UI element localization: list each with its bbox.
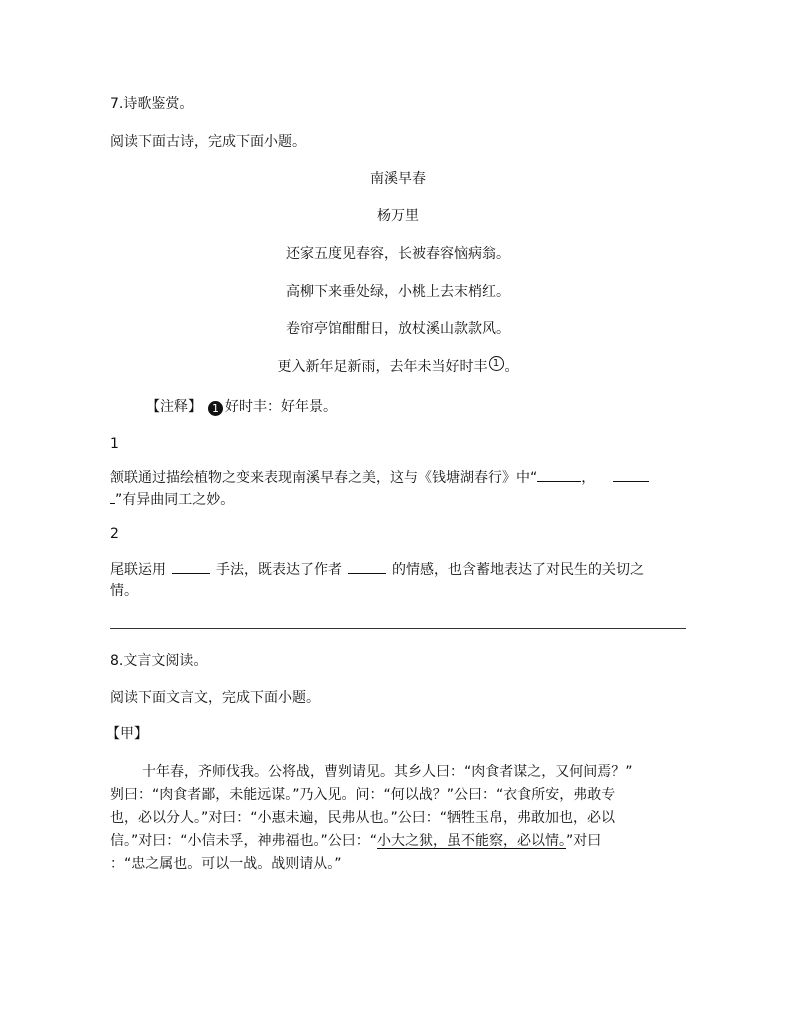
q7-heading: 7.诗歌鉴赏。 — [110, 96, 194, 112]
poem-line-3: 卷帘亭馆酣酣日，放杖溪山款款风。 — [286, 321, 510, 337]
q7-instruction: 阅读下面古诗，完成下面小题。 — [110, 134, 306, 150]
sub1-blank-2a[interactable] — [613, 466, 649, 482]
sub1-question — [110, 466, 686, 489]
section-label-jia: 【甲】 — [106, 726, 148, 742]
poem-title: 南溪早春 — [370, 171, 426, 187]
poem-line-1: 还家五度见春容，长被春容恼病翁。 — [286, 246, 510, 262]
passage-line-1: 十年春，齐师伐我。公将战，曹刿请见。其乡人曰：“肉食者谋之，又何间焉？” — [142, 764, 633, 780]
underlined-sentence: 小大之狱，虽不能察，必以情。 — [377, 833, 567, 849]
sub1-text-a: 颔联通过描绘植物之变来表现南溪早春之美，这与《钱塘湖春行》中“ — [110, 470, 538, 486]
poem-note — [146, 396, 686, 418]
sub2-number: 2 — [110, 526, 119, 542]
poem-line-2: 高柳下来垂处绿，小桃上去末梢红。 — [286, 284, 510, 300]
q8-heading: 8.文言文阅读。 — [110, 653, 208, 669]
sub2-text-c: 的情感，也含蓄地表达了对民生的关切之 — [392, 562, 644, 578]
poem-author: 杨万里 — [377, 208, 419, 224]
sub2-question — [110, 558, 686, 581]
sub2-blank-2[interactable] — [348, 558, 386, 574]
note-label: 【注释】 — [146, 399, 202, 415]
sub2-text-b: 手法，既表达了作者 — [216, 562, 342, 578]
sub1-blank-1[interactable] — [537, 466, 581, 482]
passage-line-4 — [110, 830, 686, 852]
note-marker: 1 — [489, 356, 504, 371]
poem-line-4-text: 更入新年足新雨，去年未当好时丰 — [277, 359, 488, 375]
note-text: 好时丰：好年景。 — [225, 399, 337, 415]
q8-instruction: 阅读下面文言文，完成下面小题。 — [110, 690, 320, 706]
note-number: 1 — [208, 401, 223, 416]
section-divider — [110, 628, 686, 629]
poem-line-4-end: 。 — [504, 359, 519, 375]
sub1-question-cont — [110, 488, 686, 511]
sub2-text-a: 尾联运用 — [110, 562, 166, 578]
passage-line-5: ：“忠之属也。可以一战。战则请从。” — [110, 856, 342, 872]
sub1-text-b: ”有异曲同工之妙。 — [115, 492, 235, 508]
passage-line-3: 也，必以分人。”对曰：“小惠未遍，民弗从也。”公曰：“牺牲玉帛，弗敢加也，必以 — [110, 810, 616, 826]
sub1-number: 1 — [110, 436, 119, 452]
passage-line-4-end: ”对曰 — [566, 833, 602, 849]
passage-line-2: 刿曰：“肉食者鄙，未能远谋。”乃入见。问：“何以战？”公曰：“衣食所安，弗敢专 — [110, 787, 616, 803]
poem-line-4 — [110, 356, 686, 378]
sub1-comma: ， — [581, 470, 596, 486]
passage-line-4-text: 信。”对曰：“小信未孚，神弗福也。”公曰：“ — [110, 833, 378, 849]
sub2-blank-1[interactable] — [172, 558, 210, 574]
sub2-text-d: 情。 — [110, 583, 138, 599]
